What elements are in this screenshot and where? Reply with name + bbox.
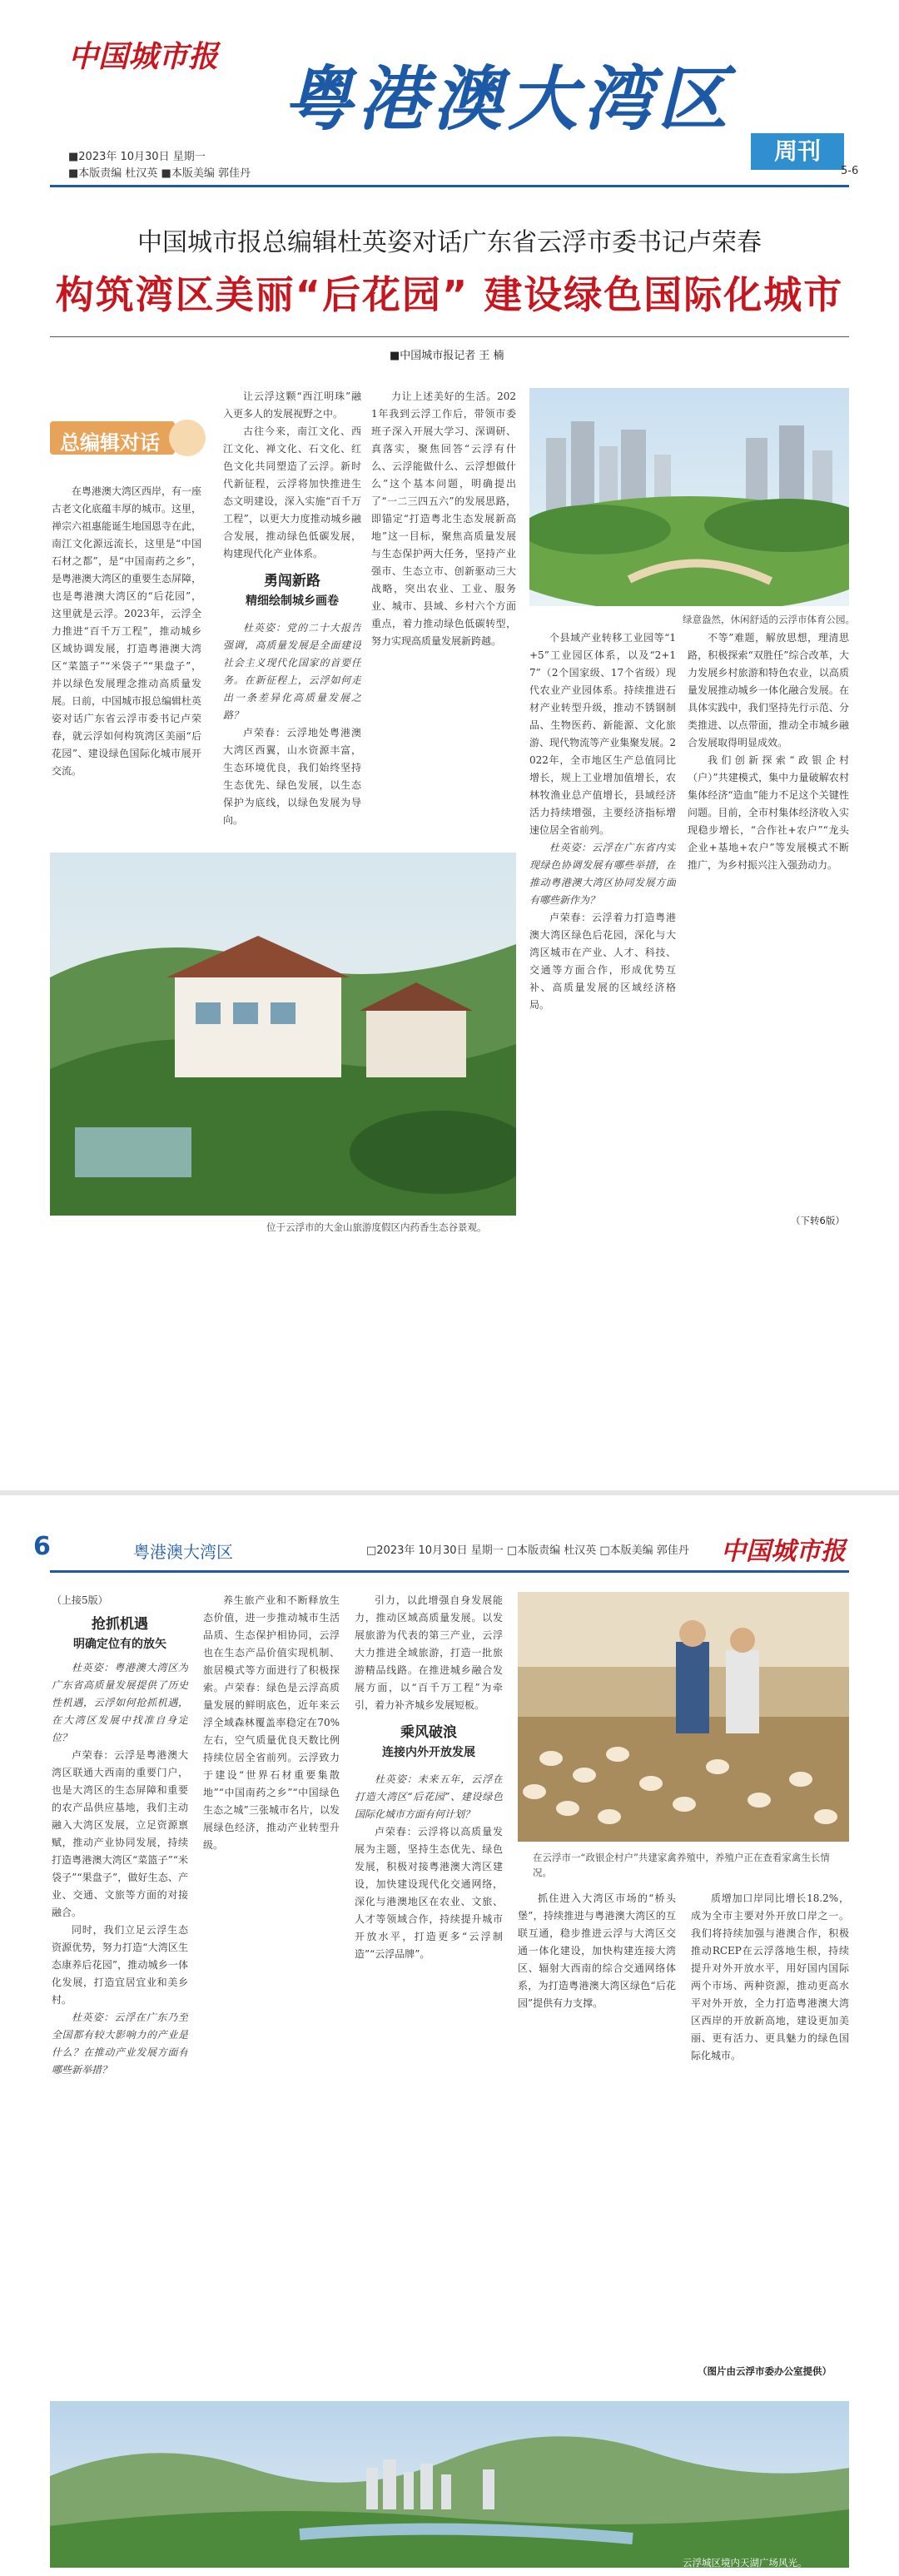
section-2-title-line-1: 抢抓机遇 <box>92 1616 148 1633</box>
editors-line: ■本版责编 杜汉英 ■本版美编 郭佳丹 <box>68 167 251 180</box>
question-3: 杜英姿：粤港澳大湾区为广东省高质量发展提供了历史性机遇，云浮如何抢抓机遇，在大湾区发展中找准自身定位？ <box>52 1662 188 1743</box>
section-1-title-line-2: 精细绘制城乡画卷 <box>246 594 339 608</box>
divider <box>50 336 849 337</box>
question-4: 杜英姿：云浮在广东乃至全国都有较大影响力的产业是什么？在推动产业发展方面有哪些新举措？ <box>52 2012 188 2076</box>
article-subheadline: 中国城市报总编辑杜英姿对话广东省云浮市委书记卢荣春 <box>137 228 762 257</box>
page-6-column-4 <box>518 1890 676 2390</box>
column-5-text: 不等”难题，解放思想，理清思路，积极探索“双胜任”综合改革，大力发展乡村旅游和特色农业，以高质量发展推动城乡一体化融合发展。在具体实践中，我们坚持先行示范、分类推进、以点带面，推动全市城乡融合发展取得明显成效。 <box>688 632 849 748</box>
byline: ■中国城市报记者 王 楠 <box>390 350 504 362</box>
page-gap <box>0 1490 899 1495</box>
intro-body: 古往今来，南江文化、西江文化、禅文化、石文化、红色文化共同塑造了云浮。新时代新征程，云浮将加快推进生态文明建设，深入实施“百千万工程”，以更大力度推动城乡融合发展，推动绿色低碳发展，构建现代化产业体系。 <box>223 425 361 559</box>
article-column-3 <box>371 388 516 841</box>
intro-paragraph: 在粤港澳大湾区西岸，有一座古老文化底蕴丰厚的城市。这里，禅宗六祖惠能诞生地国恩寺在此，南江文化源远流长，这里是“中国石材之都”，是“中国南药之乡”，是粤港澳大湾区的重要生态屏障，也是粤港澳大湾区的“后花园”，这里就是云浮。2023年，云浮全力推进“百千万工程”，推动城乡区域协调发展，打造粤港澳大湾区“菜篮子”“米袋子”“果盘子”，并以绿色发展理念推动高质量发展。日前，中国城市报总编辑杜英姿对话广东省云浮市委书记卢荣春，就云浮如何构筑湾区美丽“后花园”、建设绿色国际化城市展开交流。 <box>52 485 201 777</box>
section-heading-1 <box>223 571 361 611</box>
date-line: ■2023年 10月30日 星期一 <box>68 151 206 163</box>
supplement-title: 粤港澳大湾区 <box>283 57 733 140</box>
photo-4-caption: 云浮城区境内天湖广场风光。 <box>683 2557 807 2569</box>
answer-2: 卢荣春：云浮着力打造粤港澳大湾区绿色后花园，深化与大湾区城市在产业、人才、科技、交通等方面合作，形成优势互补、高质量发展的区域经济格局。 <box>529 912 676 1011</box>
page-6-rule <box>50 1570 849 1573</box>
question-1: 杜英姿：党的二十大报告强调，高质量发展是全面建设社会主义现代化国家的首要任务。在新征程上，云浮如何走出一条差异化高质量发展之路？ <box>223 622 361 721</box>
article-column-1 <box>52 483 201 841</box>
section-heading-3 <box>355 1723 503 1763</box>
photo-credit: （图片由云浮市委办公室提供） <box>698 2365 832 2377</box>
question-2: 杜英姿：云浮在广东省内实现绿色协调发展有哪些举措，在推动粤港澳大湾区协同发展方面有哪些新作为？ <box>529 842 676 906</box>
answer-5: 卢荣春：云浮将以高质量发展为主题，坚持生态优先、绿色发展，积极对接粤港澳大湾区建设，加快建设现代化交通网络，深化与港澳地区在农业、文旅、人才等领域合作，持续提升城市开放水平，打造更多“云浮制造”“云浮品牌”。 <box>355 1826 503 1960</box>
column-5-text-b: 我们创新探索“政银企村（户）”共建模式，集中力量破解农村集体经济“造血”能力不足这个关键性问题。目前，全市村集体经济收入实现稳步增长，“合作社+农户”“龙头企业+基地+农户”等发展模式不断推广，为乡村振兴注入强劲动力。 <box>688 754 849 871</box>
section-3-title-line-2: 连接内外开放发展 <box>382 1746 475 1759</box>
article-column-4 <box>529 629 676 1229</box>
section-1-title-line-1: 勇闯新路 <box>264 573 320 589</box>
photo-2-caption: 位于云浮市的大金山旅游度假区内药香生态谷景观。 <box>266 1221 487 1233</box>
photo-1-caption: 绿意盎然，休闲舒适的云浮市体育公园。 <box>683 614 855 625</box>
editor-dialog-badge <box>50 415 208 461</box>
continue-note: （下转6版） <box>791 1215 845 1226</box>
header-rule <box>50 185 849 187</box>
page-6-date-line: □2023年 10月30日 星期一 □本版责编 杜汉英 □本版美编 郭佳丹 <box>366 1544 689 1557</box>
resort-photo <box>50 853 516 1216</box>
page-6-column-2 <box>203 1592 340 2390</box>
intro-tail: 让云浮这颗“西江明珠”融入更多人的发展视野之中。 <box>223 390 361 420</box>
column-3-text: 力让上述美好的生活。2021年我到云浮工作后，带领市委班子深入开展大学习、深调研、真落实，聚焦回答“云浮有什么、云浮能做什么、云浮想做什么”这个基本问题，明确提出了“一二三四五六”的发展思路，即锚定“打造粤北生态发展新高地”这一目标，聚焦高质量发展与生态保护两大任务，坚持产业强市、生态立市、创新驱动三大战略，突出农业、工业、服务业、城市、县域、乡村六个方面重点，着力推动绿色低碳转型，努力实现高质量发展新跨越。 <box>371 390 516 647</box>
poultry-farm-photo <box>518 1592 849 1842</box>
city-panorama-photo <box>50 2401 849 2568</box>
continued-note: （上接5版） <box>52 1594 108 1606</box>
question-5: 杜英姿：未来五年，云浮在打造大湾区“后花园”、建设绿色国际化城市方面有何计划？ <box>355 1773 503 1820</box>
page-6-column-5-text: 质增加口岸同比增长18.2%，成为全市主要对外开放口岸之一。我们将持续加强与港澳合作，积极推动RCEP在云浮落地生根，持续提升对外开放水平，用好国内国际两个市场、两种资源，推动更高水平对外开放，全力打造粤港澳大湾区西岸的开放新高地，建设更加美丽、更有活力、更具魅力的绿色国际化城市。 <box>691 1892 849 2061</box>
page-6-column-3 <box>355 1592 503 2390</box>
article-column-5 <box>688 629 849 1212</box>
sports-park-photo <box>529 388 849 606</box>
article-headline: 构筑湾区美丽“后花园” 建设绿色国际化城市 <box>55 272 844 317</box>
newspaper-logo: 中国城市报 <box>68 39 219 74</box>
page-numbers: 5-6 <box>841 165 859 177</box>
column-4-text: 个县域产业转移工业园等“1+5”工业园区体系，以及“2+17”（2个国家级、17个省级）现代农业产业园体系。持续推进石材产业转型升级，推动不锈钢制品、生物医药、新能源、文化旅游、现代物流等产业集聚发展。2022年，全市地区生产总值同比增长，规上工业增加值增长，农林牧渔业总产值增长，县域经济活力持续增强，主要经济指标增速位居全省前列。 <box>529 632 676 836</box>
article-column-2 <box>223 388 361 841</box>
photo-3-caption: 在云浮市一“政银企村户”共建家禽养殖中，养殖户正在查看家禽生长情况。 <box>533 1852 830 1878</box>
section-heading-2 <box>52 1614 188 1654</box>
page-6-logo: 中国城市报 <box>721 1537 846 1566</box>
page-6-section: 粤港澳大湾区 <box>133 1542 233 1562</box>
page-6-column-5 <box>691 1890 849 2356</box>
page-6-number: 6 <box>33 1532 51 1561</box>
page-6-column-2-text: 养生旅产业和不断释放生态价值，进一步推动城市生活品质、生态保护相协同，云浮也在生态产品价值实现机制、旅居模式等方面进行了积极探索。卢荣春：绿色是云浮高质量发展的鲜明底色，近年来云浮全域森林覆盖率稳定在70%左右，空气质量优良天数比例持续位居全省前列。云浮致力于建设“世界石材重要集散地”“中国南药之乡”“中国绿色生态之城”三张城市名片，以发展绿色经济，推动产业转型升级。 <box>203 1594 340 1851</box>
page-6-column-1 <box>52 1592 188 2390</box>
answer-3-b: 同时，我们立足云浮生态资源优势，努力打造“大湾区生态康养后花园”，推动城乡一体化发展，打造宜居宜业和美乡村。 <box>52 1924 188 2006</box>
page-6-column-4-text: 抓住进入大湾区市场的“桥头堡”，持续推进与粤港澳大湾区的互联互通，稳步推进云浮与大湾区交通一体化建设，加快构建连接大湾区、辐射大西南的综合交通网络体系，为打造粤港澳大湾区绿色“后花园”提供有力支撑。 <box>518 1892 676 2009</box>
weekly-badge: 周刊 <box>751 133 844 170</box>
badge-text: 总编辑对话 <box>60 431 160 455</box>
answer-3: 卢荣春：云浮是粤港澳大湾区联通大西南的重要门户，也是大湾区的生态屏障和重要的农产品供应基地，我们主动融入大湾区发展，立足资源禀赋，推动产业协同发展，持续打造粤港澳大湾区“菜篮子”“米袋子”“果盘子”，做好生态、产业、交通、文旅等方面的对接融合。 <box>52 1749 188 1918</box>
section-2-title-line-2: 明确定位有的放矢 <box>73 1638 166 1651</box>
answer-1: 卢荣春：云浮地处粤港澳大湾区西翼，山水资源丰富，生态环境优良，我们始终坚持生态优先、绿色发展，以生态保护为底线，以绿色发展为导向。 <box>223 727 361 826</box>
section-3-title-line-1: 乘风破浪 <box>400 1724 457 1741</box>
page-6-column-3-text: 引力，以此增强自身发展能力，推动区域高质量发展。以发展旅游为代表的第三产业，云浮大力推进全域旅游，打造一批旅游精品线路。在推进城乡融合发展方面，以“百千万工程”为牵引，着力补齐城乡发展短板。 <box>355 1594 503 1711</box>
